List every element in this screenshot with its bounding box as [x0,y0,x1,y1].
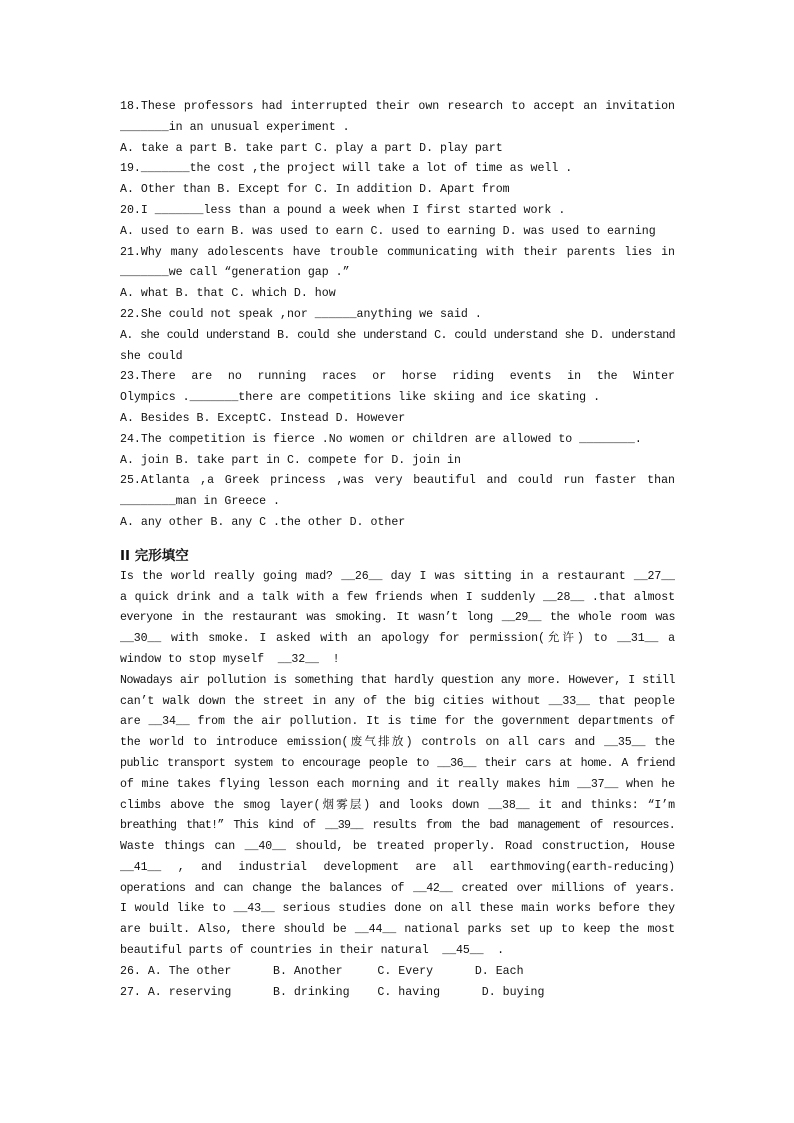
passage-line: of mine takes flying lesson each morning and it really makes him __37__ when he [120,777,675,791]
question-text: 25.Atlanta ,a Greek princess ,was very beautiful and could run faster than [120,474,675,488]
passage-line: __30__ with smoke. I asked with an apology for permission(允许) to __31__ a [120,632,675,646]
question-text: 19._______the cost ,the project will take a lot of time as well . [120,162,573,176]
answer-options: A. Other than B. Except for C. In addition D. Apart from [120,183,510,197]
question-18 [120,97,675,159]
question-text: Olympics ._______there are competitions like skiing and ice skating . [120,391,601,405]
passage-line: window to stop myself __32__ ! [120,652,340,666]
option-row: 26. A. The other B. Another C. Every D. Each [120,964,524,978]
passage-line: can’t walk down the street in any of the big cities without __33__ that people [120,694,675,708]
passage-line: are built. Also, there should be __44__ national parks set up to keep the most [120,923,675,937]
answer-options: she could [120,349,183,363]
question-text: 22.She could not speak ,nor ______anything we said . [120,307,482,321]
section-title: II 完形填空 [120,547,189,564]
passage-line: everyone in the restaurant was smoking. It wasn’t long __29__ the whole room was [120,611,675,625]
passage-line: Waste things can __40__ should, be treated properly. Road construction, House [120,840,675,854]
passage-line: the world to introduce emission(废气排放) controls on all cars and __35__ the [120,736,675,750]
passage-line: __41__ , and industrial development are all earthmoving(earth-reducing) [120,860,675,874]
passage-line: public transport system to encourage people to __36__ their cars at home. A friend [120,756,675,770]
document-page [120,97,675,1003]
answer-options: A. any other B. any C .the other D. other [120,515,406,529]
answer-options: A. take a part B. take part C. play a part D. play part [120,141,503,155]
option-row: 27. A. reserving B. drinking C. having D. buying [120,985,545,999]
answer-options: A. Besides B. ExceptC. Instead D. However [120,411,406,425]
question-21 [120,243,675,305]
question-25 [120,471,675,533]
question-24 [120,430,675,472]
question-text: _______in an unusual experiment . [120,120,350,134]
question-text: 18.These professors had interrupted their own research to accept an invitation [120,100,675,113]
question-text: _______we call “generation gap .” [120,266,350,280]
passage-line: a quick drink and a talk with a few friends when I suddenly __28__ .that almost [120,590,675,604]
passage-line: breathing that!” This kind of __39__ results from the bad management of resources. [120,819,675,833]
passage-line: Nowadays air pollution is something that hardly question any more. However, I still [120,673,675,687]
question-text: 23.There are no running races or horse riding events in the Winter [120,370,675,384]
question-22 [120,305,675,367]
passage-line: are __34__ from the air pollution. It is time for the government departments of [120,715,675,729]
answer-options: A. she could understand B. could she understand C. could understand she D. understand [120,328,675,342]
question-text: 21.Why many adolescents have trouble communicating with their parents lies in [120,245,675,259]
passage-line: climbs above the smog layer(烟雾层) and looks down __38__ it and thinks: “I’m [120,798,675,812]
question-text: 24.The competition is fierce .No women or children are allowed to ________. [120,432,642,446]
answer-options: A. what B. that C. which D. how [120,287,336,301]
passage-line: Is the world really going mad? __26__ day I was sitting in a restaurant __27__ [120,569,675,583]
passage-line: I would like to __43__ serious studies done on all these main works before they [120,902,675,916]
cloze-options [120,962,675,1004]
cloze-passage [120,567,675,962]
answer-options: A. used to earn B. was used to earn C. used to earning D. was used to earning [120,224,656,238]
question-text: ________man in Greece . [120,495,281,509]
question-20 [120,201,675,243]
passage-line: operations and can change the balances of __42__ created over millions of years. [120,881,675,895]
question-19 [120,159,675,201]
question-23 [120,367,675,429]
passage-line: beautiful parts of countries in their natural __45__ . [120,944,505,958]
question-text: 20.I _______less than a pound a week when I first started work . [120,203,566,217]
answer-options: A. join B. take part in C. compete for D. join in [120,453,461,467]
